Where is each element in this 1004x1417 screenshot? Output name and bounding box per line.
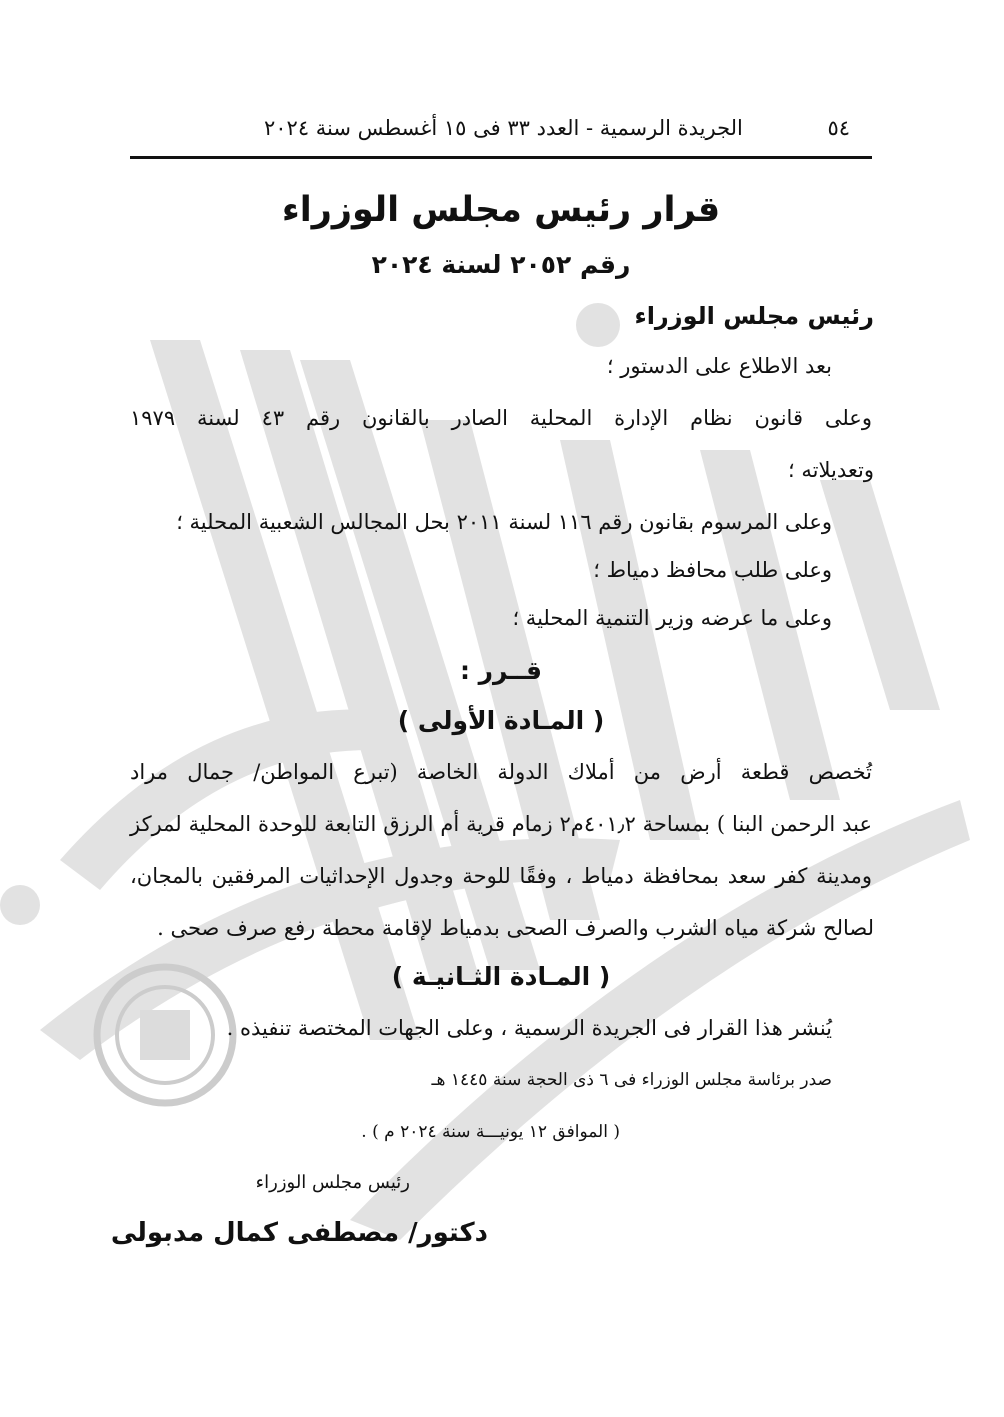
issued-line-2: ( الموافق ١٢ يونيـــة سنة ٢٠٢٤ م ) . <box>361 1122 620 1142</box>
article-1-heading: ( المـادة الأولى ) <box>397 706 605 735</box>
preamble-line-5: وعلى طلب محافظ دمياط ؛ <box>593 558 832 582</box>
preamble-line-1: بعد الاطلاع على الدستور ؛ <box>606 354 832 378</box>
gazette-header-title: الجريدة الرسمية - العدد ٣٣ فى ١٥ أغسطس سنة ٢٠٢٤ <box>264 116 743 140</box>
preamble-line-2: وعلى قانون نظام الإدارة المحلية الصادر بالقانون رقم ٤٣ لسنة ١٩٧٩ <box>130 406 872 430</box>
header-divider <box>130 156 872 159</box>
article-2-text: يُنشر هذا القرار فى الجريدة الرسمية ، وعلى الجهات المختصة تنفيذه . <box>226 1016 832 1040</box>
preamble-line-6: وعلى ما عرضه وزير التنمية المحلية ؛ <box>512 606 832 630</box>
signature-name: دكتور/ مصطفى كمال مدبولى <box>110 1218 488 1248</box>
decree-number: رقم ٢٠٥٢ لسنة ٢٠٢٤ <box>371 250 631 279</box>
issued-line-1: صدر برئاسة مجلس الوزراء فى ٦ ذى الحجة سنة ١٤٤٥ هـ <box>431 1070 832 1090</box>
page-header <box>130 112 872 152</box>
article-1-line-2: عبد الرحمن البنا ) بمساحة ٤٠١٫٢م٢ زمام قرية أم الرزق التابعة للوحدة المحلية لمركز <box>130 812 872 836</box>
article-1-line-4: لصالح شركة مياه الشرب والصرف الصحى بدمياط لإقامة محطة رفع صرف صحى . <box>157 916 874 940</box>
issuer-heading: رئيس مجلس الوزراء <box>634 302 874 330</box>
decided-heading: قــرر : <box>459 656 543 685</box>
article-1-line-1: تُخصص قطعة أرض من أملاك الدولة الخاصة (تبرع المواطن/ جمال مراد <box>130 760 872 784</box>
article-1-line-3: ومدينة كفر سعد بمحافظة دمياط ، وفقًا للوحة وجدول الإحداثيات المرفقين بالمجان، <box>130 864 872 888</box>
preamble-line-3: وتعديلاته ؛ <box>788 458 874 482</box>
preamble-line-4: وعلى المرسوم بقانون رقم ١١٦ لسنة ٢٠١١ بحل المجالس الشعبية المحلية ؛ <box>176 510 832 534</box>
page-number: ٥٤ <box>827 116 850 140</box>
decree-title: قرار رئيس مجلس الوزراء <box>281 190 721 230</box>
article-2-heading: ( المـادة الثـانيـة ) <box>391 962 611 991</box>
signature-role: رئيس مجلس الوزراء <box>255 1172 410 1193</box>
